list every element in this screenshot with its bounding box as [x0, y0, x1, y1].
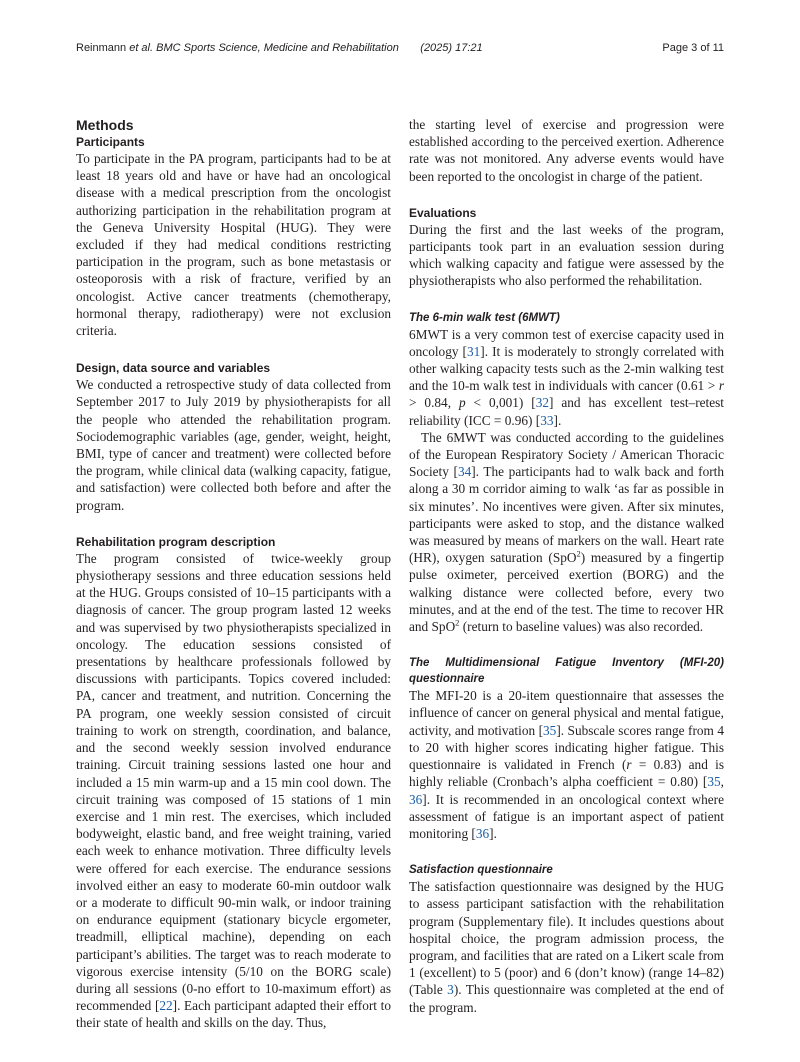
header-citation: (2025) 17:21 — [420, 42, 483, 54]
satisfaction-text: ). This questionnaire was completed at the end of the program. — [409, 982, 724, 1015]
header-authors: Reinmann — [76, 42, 127, 54]
mfi-heading: The Multidimensional Fatigue Inventory (MFI-20) questionnaire — [409, 657, 724, 686]
6mwt-text: The 6MWT was conducted according to the guidelines of the European Respiratory Society / American Thoracic Society [ — [409, 429, 724, 480]
6mwt-text: (return to baseline values) was also recorded. — [459, 619, 704, 635]
mfi-text: ]. — [489, 825, 497, 841]
rehab-text-end: ]. Each participant adapted their effort to their state of health and skills on the day. Thus, — [76, 998, 391, 1031]
variable-p: p — [458, 395, 466, 411]
6mwt-text: ] and has excellent test–retest reliability (ICC = 0.96) [ — [409, 395, 725, 428]
page-number: Page 3 of 11 — [662, 42, 724, 54]
participants-paragraph: To participate in the PA program, participants had to be at least 18 years old and have or have had an oncological disease with a medical prescription from the oncologist authorizing participation in the rehabilitation program at the Geneva University Hospital (HUG). They were excluded if they had medical conditions restricting participation in the program, such as bone metastasis or osteoporosis with a risk of fracture, verified by an oncologist. Active cancer treatments (chemotherapy, hormonal therapy, radiotherapy) were not exclusion criteria. — [76, 151, 391, 339]
6mwt-paragraph-1 — [409, 326, 724, 429]
6mwt-paragraph-2 — [409, 429, 724, 635]
6mwt-text: ]. It is moderately to strongly correlated with other walking capacity tests such as the 2-min walking test and the 10-m walk test in individuals with cancer (0.61 > — [409, 343, 724, 394]
rehab-heading: Rehabilitation program description — [76, 534, 276, 549]
rehab-paragraph — [76, 550, 391, 1032]
table-link-3[interactable]: 3 — [447, 982, 454, 998]
6mwt-text: ) measured by a fingertip pulse oximeter, perceived exertion (BORG) and the walking distance were collected before, every two minutes, and at the end of the test. The time to recover HR and SpO — [409, 550, 724, 635]
header-et-al: et al. — [129, 42, 154, 54]
continued-paragraph: the starting level of exercise and progression were established according to the perceived exertion. Adherence rate was not monitored. Any adverse events would have been reported to the oncologist in charge of the patient. — [409, 117, 724, 184]
satisfaction-paragraph — [409, 878, 724, 1016]
running-header — [76, 42, 483, 54]
methods-heading: Methods — [76, 117, 134, 133]
evaluations-heading: Evaluations — [409, 205, 477, 220]
mfi-text: The MFI-20 is a 20-item questionnaire that assesses the influence of cancer on general physical and mental fatigue, activity, and motivation [ — [409, 688, 724, 738]
6mwt-heading: The 6-min walk test (6MWT) — [409, 311, 560, 324]
6mwt-text: 6MWT is a very common test of exercise capacity used in oncology [ — [409, 326, 724, 359]
6mwt-text: ]. The participants had to walk back and forth along a 30 m corridor aiming to walk ‘as far as possible in six minutes’. No incentives were given. After six minutes, participants were asked to stop, and the distance walked was measured by means of markers on the wall. Heart rate (HR), oxygen saturation (SpO — [409, 464, 725, 566]
citation-link-22[interactable]: 22 — [159, 998, 173, 1014]
mfi-paragraph — [409, 687, 724, 842]
variable-r: r — [626, 757, 632, 773]
mfi-text: ]. Subscale scores range from 4 to 20 with higher scores indicating higher fatigue. This questionnaire is validated in French ( — [409, 722, 724, 773]
mfi-text: = 0.83) and is highly reliable (Cronbach’s alpha coefficient = 0.80) [ — [409, 757, 725, 790]
participants-heading: Participants — [76, 135, 145, 149]
6mwt-text: < 0,001) [ — [465, 395, 536, 411]
satisfaction-heading: Satisfaction questionnaire — [409, 864, 553, 877]
citation-link-36[interactable]: 36 — [475, 825, 490, 841]
citation-link-33[interactable]: 33 — [540, 412, 554, 428]
mfi-text: , — [720, 774, 724, 790]
6mwt-text: > 0.84, — [409, 395, 459, 411]
superscript-2: 2 — [576, 548, 581, 559]
design-heading: Design, data source and variables — [76, 361, 271, 376]
rehab-text: The program consisted of twice-weekly group physiotherapy sessions and three education sessions held at the HUG. Groups consisted of 10–15 participants with a diagnosis of cancer. The group program lasted 12 weeks and was supervised by two physiotherapists specialized in oncology. The education sessions consisted of presentations by healthcare professionals followed by discussions with participants. Topics covered included: PA, cancer and treatment, and nutrition. Concerning the PA program, one weekly session consisted of circuit training to work on strength, coordination, and balance, and the second weekly session involved endurance training. Circuit training sessions lasted one hour and included a 15 min warm-up and a 15 min cool down. The circuit training was composed of 15 stations of 1 min exercise and 1 min rest. The exercises, which included bodyweight, elastic band, and free weight training, varied each week to enhance motivation. Three difficulty levels were offered for each exercise. The endurance sessions involved either an easy to moderate 60-min outdoor walk or a moderate to difficult 90-min walk, or indoor training on endurance equipment (stationary bicycle ergometer, treadmill, elliptical machine), depending on each participant’s abilities. The target was to reach moderate to vigorous exercise intensity (5/10 on the BORG scale) during all sessions (0-no effort to 10-maximum effort) as recommended [ — [76, 550, 391, 1014]
citation-link-34[interactable]: 34 — [457, 464, 472, 480]
citation-link-35[interactable]: 35 — [707, 774, 721, 790]
header-journal: BMC Sports Science, Medicine and Rehabilitation — [156, 42, 399, 54]
mfi-text: ]. It is recommended in an oncological context where assessment of fatigue is an important aspect of patient monitoring [ — [409, 791, 724, 841]
design-paragraph: We conducted a retrospective study of data collected from September 2017 to July 2019 by physiotherapists for all the people who attended the rehabilitation program. Sociodemographic variables (age, gender, weight, height, BMI, type of cancer and treatment) were collected before the program, while clinical data (walking capacity, fatigue, and satisfaction) were collected both before and after the program. — [76, 377, 391, 513]
citation-link-35[interactable]: 35 — [543, 722, 557, 738]
citation-link-32[interactable]: 32 — [535, 395, 550, 411]
satisfaction-text: The satisfaction questionnaire was designed by the HUG to assess participant satisfaction with the rehabilitation program (Supplementary file). It includes questions about hospital choice, the program admission process, the program, and facilities that are rated on a Likert scale from 1 (excellent) to 5 (poor) and 6 (don’t know) (range 14–82) (Table — [409, 879, 724, 998]
variable-r: r — [718, 378, 724, 394]
evaluations-paragraph: During the first and the last weeks of the program, participants took part in an evaluation session during which walking capacity and fatigue were assessed by the physiotherapists who also performed the rehabilitation. — [409, 221, 724, 289]
superscript-2: 2 — [455, 617, 460, 628]
right-column — [409, 116, 724, 1016]
citation-link-36[interactable]: 36 — [409, 791, 423, 807]
left-column — [76, 116, 391, 1032]
citation-link-31[interactable]: 31 — [466, 343, 481, 359]
6mwt-text: ]. — [553, 412, 562, 428]
